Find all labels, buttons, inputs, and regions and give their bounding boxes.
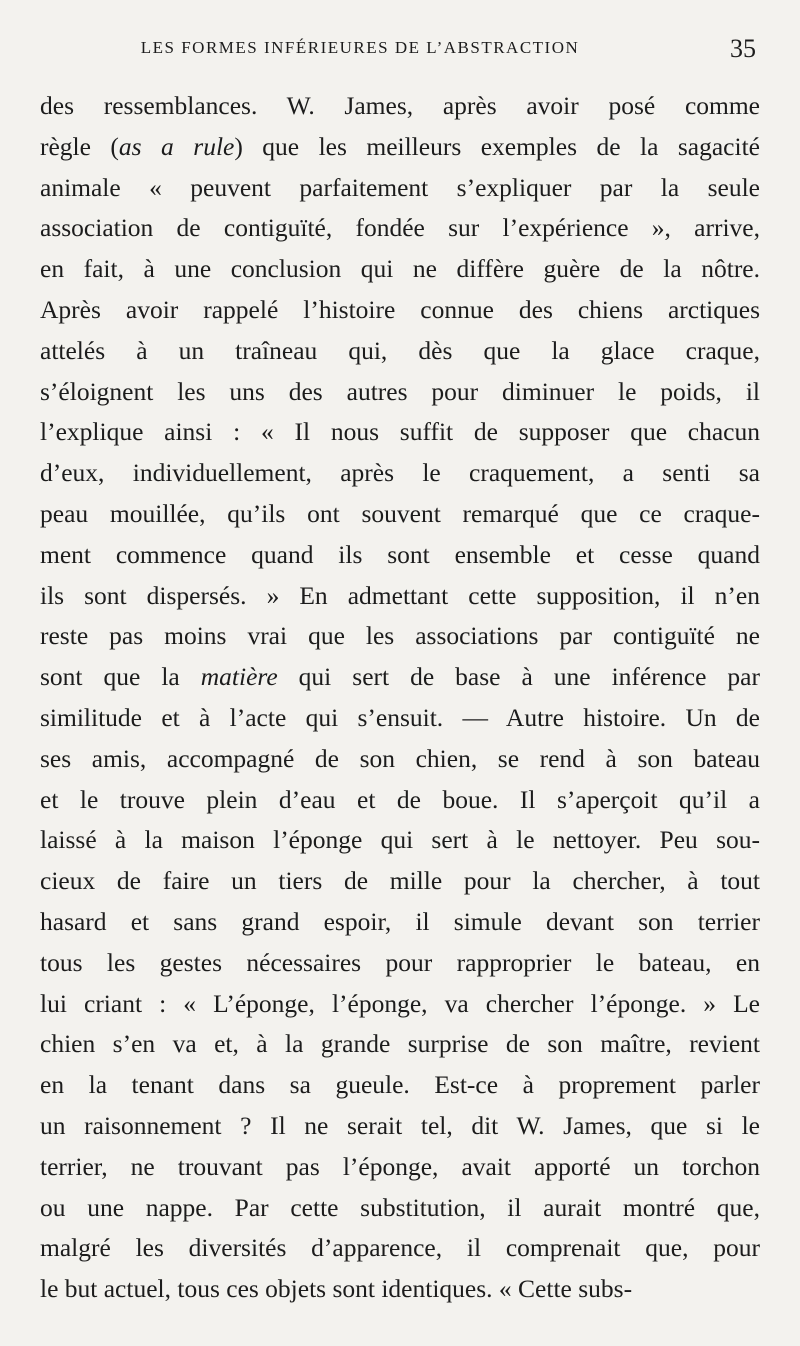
text-segment: ment commence quand ils sont ensemble et cesse quand <box>40 539 760 569</box>
text-segment: un raisonnement ? Il ne serait tel, dit W. James, que si le <box>40 1110 760 1140</box>
text-line <box>40 249 760 290</box>
text-segment: d’eux, individuellement, après le craquement, a senti sa <box>40 458 760 488</box>
text-segment: l’explique ainsi : « Il nous suffit de supposer que chacun <box>40 417 760 447</box>
text-line <box>40 127 760 168</box>
text-segment: similitude et à l’acte qui s’ensuit. — Autre histoire. Un de <box>40 702 760 732</box>
text-segment: en fait, à une conclusion qui ne diffère guère de la nôtre. <box>40 254 760 284</box>
text-segment: terrier, ne trouvant pas l’éponge, avait apporté un torchon <box>40 1151 760 1181</box>
text-segment: hasard et sans grand espoir, il simule devant son terrier <box>40 906 760 936</box>
text-line <box>40 208 760 249</box>
text-line <box>40 1188 760 1229</box>
text-segment: ils sont dispersés. » En admettant cette supposition, il n’en <box>40 580 760 610</box>
text-line <box>40 820 760 861</box>
text-line <box>40 1269 760 1310</box>
text-line <box>40 453 760 494</box>
text-segment: ) que les meilleurs exemples de la sagacité <box>234 131 760 161</box>
text-line <box>40 86 760 127</box>
text-segment: animale « peuvent parfaitement s’expliquer par la seule <box>40 172 760 202</box>
text-line <box>40 739 760 780</box>
page-number: 35 <box>730 34 756 63</box>
text-segment: laissé à la maison l’éponge qui sert à le nettoyer. Peu sou- <box>40 825 760 855</box>
text-line <box>40 943 760 984</box>
text-line <box>40 657 760 698</box>
text-segment: des ressemblances. W. James, après avoir posé comme <box>40 91 760 120</box>
page-header <box>40 36 760 66</box>
text-segment: en la tenant dans sa gueule. Est-ce à proprement parler <box>40 1070 760 1100</box>
text-line <box>40 902 760 943</box>
text-line <box>40 494 760 535</box>
text-line <box>40 1147 760 1188</box>
text-line <box>40 780 760 821</box>
text-line <box>40 576 760 617</box>
text-line <box>40 535 760 576</box>
text-line <box>40 1065 760 1106</box>
text-segment: chien s’en va et, à la grande surprise de son maître, revient <box>40 1029 760 1059</box>
text-line <box>40 698 760 739</box>
text-line <box>40 331 760 372</box>
text-line <box>40 168 760 209</box>
text-segment: sont que la <box>40 662 201 692</box>
text-segment: Après avoir rappelé l’histoire connue des chiens arctiques <box>40 294 760 324</box>
text-line <box>40 1106 760 1147</box>
text-segment: ses amis, accompagné de son chien, se rend à son bateau <box>40 743 760 773</box>
text-segment: règle ( <box>40 131 119 161</box>
running-title: LES FORMES INFÉRIEURES DE L’ABSTRACTION <box>140 38 580 57</box>
italic-phrase: matière <box>200 662 278 692</box>
text-segment: le but actuel, tous ces objets sont identiques. « Cette subs- <box>40 1274 633 1304</box>
text-segment: attelés à un traîneau qui, dès que la glace craque, <box>40 335 760 365</box>
text-line <box>40 372 760 413</box>
text-line <box>40 861 760 902</box>
text-line <box>40 616 760 657</box>
text-segment: association de contiguïté, fondée sur l’expérience », arrive, <box>40 213 760 243</box>
text-segment: reste pas moins vrai que les associations par contiguïté ne <box>40 621 760 651</box>
text-segment: et le trouve plein d’eau et de boue. Il s’aperçoit qu’il a <box>40 784 760 814</box>
text-segment: cieux de faire un tiers de mille pour la chercher, à tout <box>40 866 760 896</box>
body-paragraph <box>40 86 760 1310</box>
text-line <box>40 412 760 453</box>
text-segment: qui sert de base à une inférence par <box>277 662 760 692</box>
italic-phrase: as a rule <box>118 131 235 161</box>
text-line <box>40 290 760 331</box>
text-segment: ou une nappe. Par cette substitution, il aurait montré que, <box>40 1192 760 1222</box>
text-segment: peau mouillée, qu’ils ont souvent remarqué que ce craque- <box>40 498 760 528</box>
text-segment: s’éloignent les uns des autres pour diminuer le poids, il <box>40 376 760 406</box>
text-segment: tous les gestes nécessaires pour rapproprier le bateau, en <box>40 947 760 977</box>
text-line <box>40 984 760 1025</box>
text-segment: lui criant : « L’éponge, l’éponge, va chercher l’éponge. » Le <box>40 988 760 1018</box>
text-line <box>40 1228 760 1269</box>
text-segment: malgré les diversités d’apparence, il comprenait que, pour <box>40 1233 760 1263</box>
text-line <box>40 1024 760 1065</box>
